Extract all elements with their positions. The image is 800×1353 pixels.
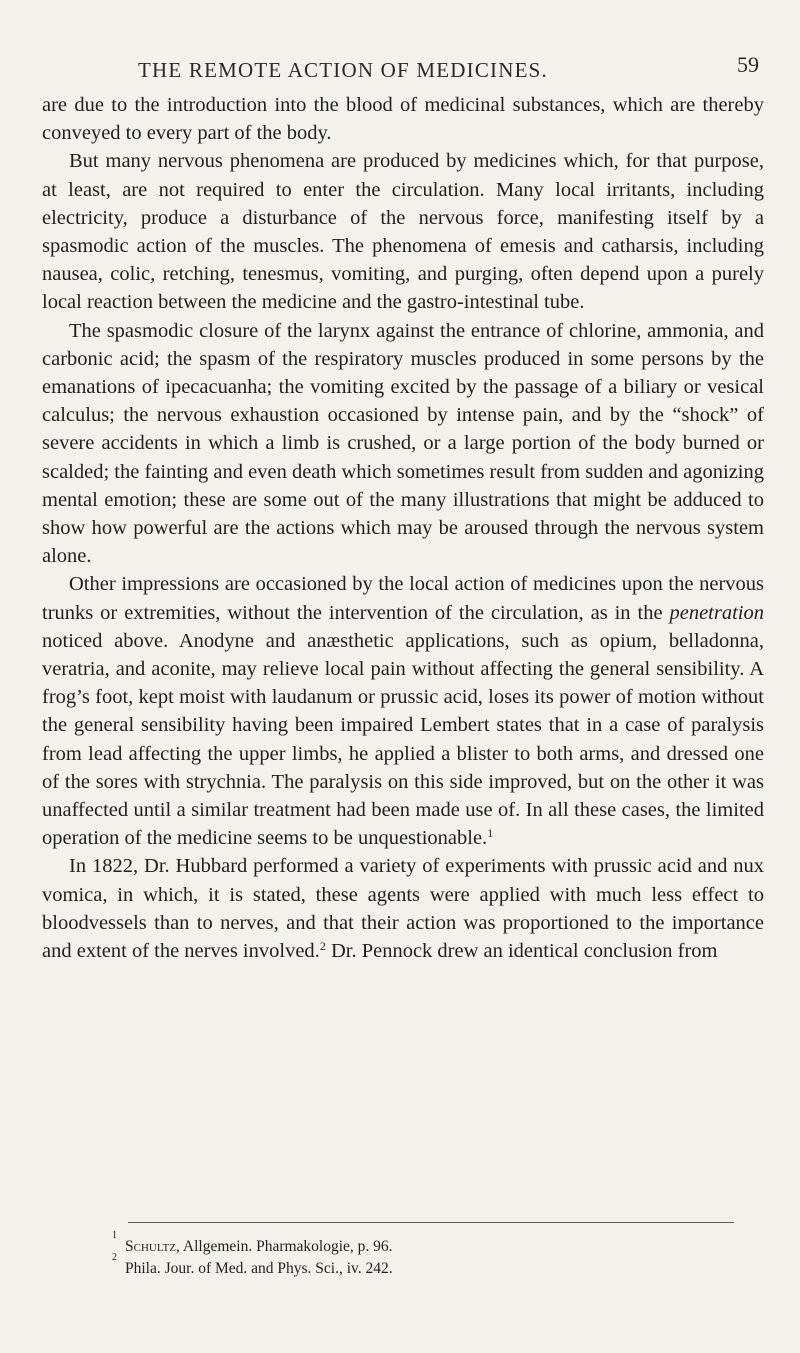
paragraph-2-text: But many nervous phenomena are produced by medicines which, for that purpose, at least, are not required to enter the circulation. Many local irritants, including electricity, produce a disturbance of the nervous force, manifesting itself by a spasmodic action of the muscles. The phenomena of emesis and catharsis, including nausea, colic, retching, tenesmus, vomiting, and purging, often depend upon a purely local reaction between the medicine and the gastro-intestinal tube. [42,150,764,314]
paragraph-3 [42,317,764,571]
paragraph-5 [42,852,764,965]
paragraph-1-text: are due to the introduction into the blood of medicinal substances, which are thereby conveyed to every part of the body. [42,94,764,145]
footnotes [112,1230,732,1280]
paragraph-5-text-start: In 1822, Dr. Hubbard performed a variety of experiments with prussic acid and nux vomica, in which, it is stated, these agents were applied with much less effect to bloodvessels than to nerves, and that their action was proportioned to the importance and extent of the nerves involved. [42,855,764,963]
footnote-2 [112,1252,732,1280]
paragraph-4-italic-term: penetration [669,601,764,624]
footnote-ref-1: 1 [487,826,494,841]
footnote-1 [112,1230,732,1258]
paragraph-4-text-start: Other impressions are occasioned by the local action of medicines upon the nervous trunks or extremities, without the intervention of the circulation, as in the [42,573,764,624]
paragraph-1 [42,91,764,147]
paragraph-5-text-end: Dr. Pennock drew an identical conclusion from [325,940,718,963]
body-text [42,91,764,965]
paragraph-3-text: The spasmodic closure of the larynx against the entrance of chlorine, ammonia, and carbonic acid; the spasm of the respiratory muscles produced in some persons by the emanations of ipecacuanha; the vomiting excited by the passage of a biliary or vesical calculus; the nervous exhaustion occasioned by intense pain, and by the “shock” of severe accidents in which a limb is crushed, or a large portion of the body burned or scalded; the fainting and even death which sometimes result from sudden and agonizing mental emotion; these are some out of the many illustrations that might be adduced to show how powerful are the actions which may be aroused through the nervous system alone. [42,319,764,568]
footnote-1-text: , Allgemein. Pharmakologie, p. 96. [176,1238,393,1255]
paragraph-4-text-end: noticed above. Anodyne and anæsthetic applications, such as opium, belladonna, veratria, and aconite, may relieve local pain without affecting the general sensibility. A frog’s foot, kept moist with laudanum or prussic acid, loses its power of motion without the general sensibility having been impaired Lembert states that in a case of paralysis from lead affecting the upper limbs, he applied a blister to both arms, and dressed one of the sores with strychnia. The paralysis on this side improved, but on the other it was unaffected until a similar treatment had been made use of. In all these cases, the limited operation of the medicine seems to be unquestionable. [42,629,764,850]
footnote-1-author: Schultz [125,1238,176,1255]
paragraph-2 [42,147,764,316]
footnote-1-body [125,1236,393,1258]
paragraph-4 [42,570,764,852]
footnote-2-mark: 2 [112,1252,117,1263]
footnote-1-mark: 1 [112,1230,117,1241]
page-number: 59 [737,52,759,77]
footnote-2-text: Phila. Jour. of Med. and Phys. Sci., iv. 242. [125,1260,393,1277]
footnote-ref-2: 2 [319,939,326,954]
footnote-divider [128,1222,734,1223]
running-title: THE REMOTE ACTION OF MEDICINES. [138,58,548,82]
